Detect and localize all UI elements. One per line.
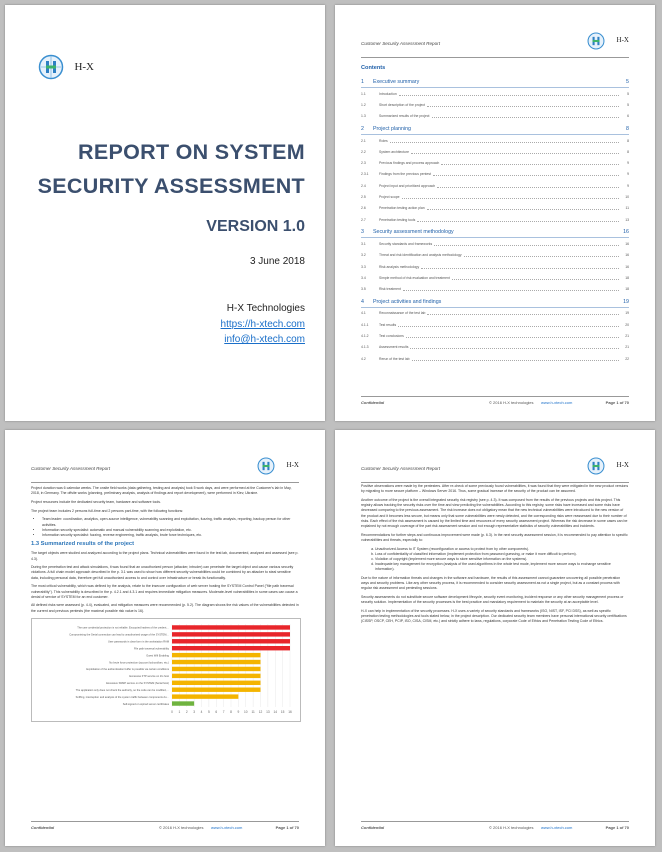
footer-confidential: Confidential [361,400,385,405]
x-tick-label: 7 [222,709,225,714]
toc-entry-title: Test results [379,322,397,327]
report-date: 3 June 2018 [249,256,305,267]
x-tick-label: 10 [243,709,248,714]
toc-entry-page: 21 [625,333,629,338]
toc-entry-number: 2.6 [361,206,366,211]
header-logo-text: H-X [616,461,629,469]
toc-section[interactable] [361,228,629,238]
page-footer [31,821,299,832]
paragraph: Project resources include the dedicated security team, hardware and software tools. [31,499,161,504]
toc-entry-number: 2.1 [361,138,366,143]
title-line-1: REPORT ON SYSTEM [78,140,305,164]
toc-entry[interactable] [361,238,629,249]
category-label: Excessive SNMP service on the SYSTEM (Serial host) [106,681,169,685]
category-label: Exploitation of the authentication buffer is possible via certain conditions [86,668,169,672]
title-line-2: SECURITY ASSESSMENT [37,174,305,198]
toc-entry-page: 8 [627,149,629,154]
footer-copyright: © 2016 H-X technologies [159,825,204,830]
toc-entry[interactable] [361,111,629,122]
toc-section-title: Project activities and findings [373,298,442,305]
toc-section[interactable] [361,125,629,135]
toc-section[interactable] [361,298,629,308]
paragraph: Recommendations for further steps and continuous improvement were made (p. 6.3). In the next security assessment session, it is recommended to pay attention to specific vulnerabilities and threats, especially to: [361,532,628,542]
paragraph: The target objects were studied and analyzed according to the project plans. Technical vulnerabilities were found in the test lab, documented, analyzed and assessed (see p. 4.3). [31,551,299,561]
toc-section-title: Security assessment methodology [373,229,454,236]
risk-values-chart [31,618,301,722]
globe-logo-icon [257,457,275,475]
header-logo [573,454,629,478]
risk-bar [172,667,261,671]
footer-page-number: Page 1 of 70 [605,825,629,830]
x-tick-label: 8 [230,709,232,714]
toc-entry[interactable] [361,88,629,99]
toc-leader-dots [421,265,619,269]
toc-leader-dots [464,253,619,257]
toc-entry-title: Risk analysis methodology [379,264,420,269]
team-functions-list [31,517,299,538]
x-tick-label: 2 [185,709,188,714]
toc-entry-title: Short description of the project [379,102,425,107]
toc-leader-dots [403,287,619,291]
toc-entry-title: Security standards and frameworks [379,241,433,246]
toc-entry-page: 22 [625,356,629,361]
paragraph: Positive observations were made by the pentesters. After re-check of some previously found vulnerabilities, it was found that they were mitigated in the new product versions by migrating to more secure platform – Windows Server 2016. Thus, some gradual increase of the security of the product can be assumed. [361,484,629,494]
footer-url[interactable]: www.h-xtech.com [541,825,573,830]
risk-bar [172,687,261,691]
toc-entry-number: 4.1 [361,311,366,316]
risk-bar [172,680,261,684]
paragraph: Due to the nature of information threats and changes in the software and hardware, the results of this assessment cannot guarantee uncovering all possible penetration ways and security problems. Like any other security process, it is recommended to consider security assessment as not a single project, but as a constant process with regular risk assessment and pentesting sessions. [361,576,621,591]
toc-entry-number: 3.5 [361,287,366,292]
toc-heading: Contents [361,65,386,71]
toc-entry[interactable] [361,353,629,364]
toc-section-page: 8 [626,125,629,132]
page-header [361,27,629,58]
x-tick-label: 1 [178,709,181,714]
header-logo [573,29,629,53]
toc-leader-dots [411,150,619,154]
risk-bar [172,694,238,698]
page-footer [361,396,629,407]
risk-bar [172,674,261,678]
footer-copyright: © 2016 H-X technologies [489,400,534,405]
toc-section-number: 2 [361,125,364,132]
footer-url[interactable]: www.h-xtech.com [211,825,243,830]
toc-entry-number: 3.1 [361,241,366,246]
toc-leader-dots [412,357,619,361]
toc-entry-page: 16 [625,264,629,269]
toc-entry[interactable] [361,180,629,191]
risk-bar [172,639,290,643]
risk-bar [172,646,290,650]
toc-entry[interactable] [361,191,629,202]
list-item: b. Loss of confidentiality of classified information (implement protection from password guessing, or make it more difficult to perform). [375,552,629,557]
toc-entry[interactable] [361,250,629,261]
toc-entry-page: 9 [627,172,629,177]
list-item: • Information security specialist: fuzzing, reverse engineering, traffic analysis, brute force techniques, etc. [42,533,299,538]
risk-chart-svg [32,619,300,721]
toc-section-number: 3 [361,229,364,236]
toc-entry-number: 4.2 [361,356,366,361]
toc-section[interactable] [361,78,629,88]
toc-entry-page: 13 [625,217,629,222]
toc-leader-dots [398,323,619,327]
cover-page[interactable] [5,5,325,421]
paragraph: All defined risks were assessed (p. 4.4), evaluated, and mitigation measures were recommended (p. 5.2). The diagram shows the risk values of the vulnerabilities detected in the current and previous pentests (the maximal possible risk value is 16). [31,603,299,613]
category-label: Guest Wifi Enabling [146,654,169,658]
toc-leader-dots [427,311,619,315]
x-tick-label: 12 [258,709,263,714]
toc-entry[interactable] [361,308,629,319]
paragraph: Security assessments do not substitute secure software development lifecycle, security event monitoring, incident response or any other security management process or security solution. Implementation of the security processes is the best practice and mandatory requirement to maintain the security at an acceptable level. [361,595,624,605]
toc-section-page: 19 [623,298,629,305]
toc-entry-page: 5 [627,91,629,96]
x-tick-label: 6 [215,709,218,714]
list-item: • Team leader: coordination, analytics, open-source intelligence, vulnerability scanning and exploitation, fuzzing, traffic analysis, reporting, backup person for other activities. [42,517,299,527]
contents-page[interactable] [335,5,655,421]
risk-bar [172,701,194,705]
x-tick-label: 4 [200,709,203,714]
toc-entry-number: 4.1.1 [361,322,369,327]
risk-bar [172,625,290,629]
toc-entry-number: 3.2 [361,253,366,258]
category-label: The application only does not check the authority, so the code can be modified,… [75,688,169,692]
category-label: Compromising the Serial connection can lead to unauthorized usage of the SYSTEM… [69,633,169,637]
company-url-link[interactable]: https://h-xtech.com [220,318,305,330]
toc-entry-title: Introduction [379,91,397,96]
toc-entry-number: 3.3 [361,264,366,269]
logo-text: H-X [74,61,95,73]
footer-copyright: © 2016 H-X technologies [489,825,534,830]
header-title: Customer Security Assessment Report [361,41,440,46]
toc-entry-title: Project input and prioritized approach [379,183,436,188]
toc-entry[interactable] [361,203,629,214]
toc-entry[interactable] [361,214,629,225]
x-tick-label: 13 [266,709,270,714]
toc-leader-dots [390,139,619,143]
version-label: VERSION 1.0 [206,218,305,235]
page-header [31,452,299,483]
contact-block [221,301,305,348]
paragraph: Another outcome of the project is the overall integrated security risk registry (see p. 4.3). It was composed from the results of the previous projects and this project. This registry allows tracking the security risks over the time and view predicting the vulnerabilities. According to this registry, some risks have increased and some risks have decreased comparing to the previous assessment. The risk increase does not obligatory mean that the new technical vulnerabilities were introduced to the new version of the product and it becomes less secure, but means only that some vulnerabilities were newly detected, and the corresponding risks were reassessed due to their number of risks. Each effect of the risk assessment is caused by the limited time and resources of every security assessment project. Whereas the risk decrease in some cases can be explained by not enough coverage of the part risk assessment session and not enough representative statistics of security vulnerabilities and incidents. [361,497,628,528]
header-logo-text: H-X [286,461,299,469]
section-heading: 1.3 Summarized results of the project [31,541,135,548]
paragraph: During the penetration test and attack simulations, it was found that an unauthorized person (attacker, intruder) can penetrate the target object and cause various security violations. A full chain model approach described in the p. 3.1 was used to show how different security vulnerabilities could be combined by an attacker to steal sensitive data, including personal data, therefore get full unauthorized access to and control over infrastructure or break its functionality. [31,565,294,580]
toc-leader-dots [427,103,619,107]
toc-entry-title: Penetration testing action plan [379,206,425,211]
paragraph: The most critical vulnerability, which was defined by the analysis, relate to the insecure configuration of web server hosting the SYSTEM Control Panel ("file path traversal vulnerability"). This vulnerability is described in the p. 4.2.1 and 4.3.1 and requires immediate mitigation measures. Moderate-level vulnerabilities in some cases can cause a denial of service of SYSTEM for an end customer. [31,584,298,599]
footer-confidential: Confidential [361,825,385,830]
toc-entry-page: 9 [627,183,629,188]
toc-entry[interactable] [361,319,629,330]
company-email-link[interactable]: info@h-xtech.com [224,334,305,345]
toc-entry[interactable] [361,146,629,157]
paragraph: The project team includes 2 persons full-time and 2 persons part-time, with the following functions: [31,508,184,513]
risk-bar [172,632,290,636]
toc-entry-page: 18 [625,275,629,280]
toc-entry-page: 16 [625,241,629,246]
toc-entry-page: 19 [625,311,629,316]
toc-leader-dots [441,161,619,165]
toc-entry-number: 2.7 [361,217,366,222]
toc-entry-number: 3.4 [361,275,366,280]
toc-entry-title: Roles [379,138,388,143]
toc-entry-page: 16 [625,253,629,258]
toc-entry-page: 9 [627,161,629,166]
x-tick-label: 11 [251,709,255,714]
toc-leader-dots [399,92,619,96]
toc-entry[interactable] [361,135,629,146]
toc-entry[interactable] [361,99,629,110]
page-footer [361,821,629,832]
toc-section-number: 1 [361,79,364,85]
table-of-contents [361,57,629,364]
toc-section-page: 5 [626,79,629,85]
toc-entry-title: Rerun of the test lab [379,356,410,361]
toc-leader-dots [434,242,619,246]
category-label: Self-signed or expired server certificates [122,702,169,706]
toc-entry-number: 2.5 [361,195,366,200]
toc-section-page: 16 [623,229,629,236]
toc-entry-number: 2.3.1 [361,172,369,177]
toc-entry-title: Summarized results of the project [379,114,430,119]
x-tick-label: 0 [171,709,173,714]
toc-entry-title: Simple method of risk evaluation and treatment [379,275,450,280]
category-label: Excessive FTP service on Iris host [129,674,169,678]
toc-leader-dots [437,184,619,188]
toc-entry-page: 8 [627,138,629,143]
toc-leader-dots [432,114,619,118]
toc-entry-number: 4.1.3 [361,345,369,350]
footer-confidential: Confidential [31,825,55,830]
toc-entry-number: 4.1.2 [361,333,369,338]
x-tick-label: 3 [193,709,196,714]
category-label: Sniffing, interception and analysis of the system traffic between components du… [75,695,169,699]
company-name: H-X Technologies [226,303,305,314]
toc-entry-number: 1.3 [361,114,366,119]
risk-bar [172,653,261,657]
header-title: Customer Security Assessment Report [361,466,440,471]
header-logo [243,454,299,478]
category-label: No brute force protection (account lockout/ban, etc.) [109,661,169,665]
toc-entry-page: 5 [627,102,629,107]
toc-entry-number: 1.1 [361,91,366,96]
list-item: c. Violation of copyright (implement more secure ways to store sensitive information on the systems). [375,557,629,562]
x-tick-label: 5 [207,709,210,714]
toc-entry-title: Risk treatment [379,287,401,292]
toc-leader-dots [452,276,619,280]
page-header [361,452,629,483]
toc-entry[interactable] [361,342,629,353]
toc-entry[interactable] [361,261,629,272]
toc-entry-title: Previous findings and process approach [379,161,440,166]
toc-entry[interactable] [361,157,629,168]
page-body [31,486,299,722]
toc-entry-title: Reconnaissance of the test lab [379,311,426,316]
toc-entry-number: 2.4 [361,183,366,188]
x-tick-label: 16 [288,709,292,714]
category-label: User passwords in clear form in the workstation RAM [108,640,169,644]
toc-entry[interactable] [361,169,629,180]
globe-logo-icon [38,54,64,80]
toc-entry-page: 6 [627,114,629,119]
globe-logo-icon [587,457,605,475]
toc-entry-title: Threat and risk identification and analysis methodology [379,253,462,258]
footer-page-number: Page 1 of 70 [605,400,629,405]
toc-entry[interactable] [361,272,629,283]
toc-entry-page: 21 [625,345,629,350]
recommendations-page[interactable] [335,430,655,846]
globe-logo-icon [587,32,605,50]
toc-entry-page: 10 [625,195,629,200]
header-logo-text: H-X [616,36,629,44]
paragraph: Project duration was 6 calendar weeks. The onsite field works (data gathering, testing and analysis) took 5 work days, and were performed at the Customer's lab in May, 2018, in Germany. The offsite works (planning, preliminary analysis, analysis of findings and report development), were performed in Kiev, Ukraine. [31,486,292,496]
company-logo [38,54,94,80]
toc-leader-dots [402,195,619,199]
report-title [38,135,305,203]
toc-section-title: Executive summary [373,79,420,85]
footer-url[interactable]: www.h-xtech.com [541,400,573,405]
list-item: a. Unauthorized Access to IT System (reconfiguration or access to protect from by other components). [375,547,629,552]
list-item: • Information security specialist: automatic and manual vulnerability scanning and exploitation, etc. [42,528,299,533]
toc-leader-dots [433,172,619,176]
paragraph: H-X can help in implementation of the security processes. H-X uses a variety of security standards and frameworks (ISO, NIST, ISF, PCI DSS), as well as specific penetration testing methodologies and tools stated below, in the project description. Our dedicated security team members have personal international security certifications (CISSP, OSCP, CEH, PCIP, ISO, CISA, CISM, etc.) and strictly adhere to laws, regulations, corporate Code of Ethics and Penetration Testing Code of Ethics. [361,609,627,624]
toc-leader-dots [427,206,619,210]
toc-entry-title: Findings from the previous pentest [379,172,432,177]
category-label: File path traversal vulnerability [133,647,169,651]
x-tick-label: 15 [280,709,285,714]
results-page[interactable] [5,430,325,846]
footer-page-number: Page 1 of 70 [275,825,299,830]
threats-list [361,547,629,573]
toc-entry-title: Project scope [379,195,400,200]
toc-leader-dots [417,218,619,222]
toc-leader-dots [410,345,619,349]
list-item: d. Inadequate key management for encryption (analysis of the used algorithms in the whole test mode, implement more secure ways to exchange sensitive information). [375,562,629,572]
toc-entry-title: System architecture [379,149,409,154]
toc-list [361,78,629,364]
toc-leader-dots [406,334,619,338]
x-tick-label: 9 [237,709,240,714]
toc-entry-page: 20 [625,322,629,327]
header-title: Customer Security Assessment Report [31,466,110,471]
page-body [361,484,629,628]
toc-entry-number: 2.2 [361,149,366,154]
toc-entry-title: Penetration testing tools [379,217,416,222]
toc-entry-number: 2.3 [361,161,366,166]
x-tick-label: 14 [273,709,278,714]
toc-entry[interactable] [361,330,629,341]
toc-section-title: Project planning [373,125,411,132]
toc-section-number: 4 [361,298,364,305]
toc-entry-title: Test conclusions [379,333,404,338]
risk-bar [172,660,261,664]
category-label: The user credential protection is not reliable. Encrypted hashes of the credent… [77,626,169,630]
toc-entry-number: 1.2 [361,102,366,107]
toc-entry[interactable] [361,283,629,294]
toc-entry-title: Assessment results [379,345,409,350]
toc-entry-page: 11 [625,206,629,211]
toc-entry-page: 18 [625,287,629,292]
